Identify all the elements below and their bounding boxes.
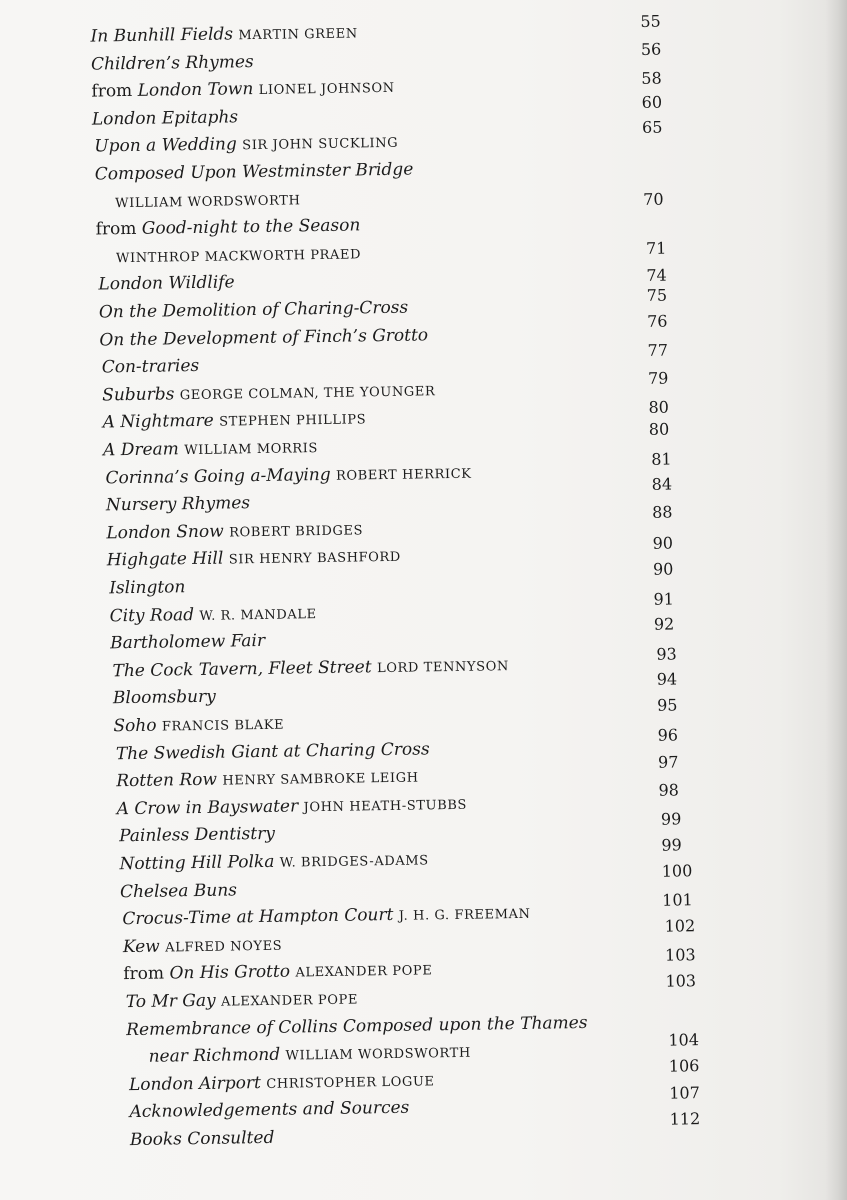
toc-entry-text xyxy=(112,654,509,684)
toc-entry-text xyxy=(95,159,414,186)
entry-page-number: 79 xyxy=(647,368,669,388)
entry-page-number: 76 xyxy=(646,311,668,331)
entry-author: WINTHROP MACKWORTH PRAED xyxy=(115,247,362,267)
entry-title: Highgate Hill xyxy=(106,548,224,571)
entry-author: FRANCIS BLAKE xyxy=(161,717,285,735)
entry-page-number: 90 xyxy=(652,559,674,579)
entry-author: SIR HENRY BASHFORD xyxy=(228,550,402,568)
toc-entry-text xyxy=(99,297,409,324)
entry-title: Composed Upon Westminster Bridge xyxy=(94,159,414,185)
toc-entry-text xyxy=(113,686,216,710)
toc-entry-text xyxy=(91,76,395,105)
toc-entry-text xyxy=(130,1127,275,1151)
toc-entry-text xyxy=(90,21,358,49)
toc-entry-text xyxy=(107,545,401,574)
entry-page-number: 103 xyxy=(665,971,697,991)
entry-title: To Mr Gay xyxy=(125,990,216,1013)
entry-title: Rotten Row xyxy=(116,769,218,792)
toc-entry-text xyxy=(91,51,254,76)
entry-title: The Swedish Giant at Charing Cross xyxy=(115,738,430,764)
entry-title: Suburbs xyxy=(102,384,175,406)
toc-entry-text xyxy=(123,959,432,988)
toc-entry-text xyxy=(117,793,468,822)
entry-page-number: 95 xyxy=(657,695,678,715)
toc-entry-text xyxy=(110,602,317,629)
entry-title: Con-traries xyxy=(101,356,200,378)
entry-page-number: 71 xyxy=(645,238,667,258)
entry-page-number: 84 xyxy=(651,474,673,495)
entry-page-number: 77 xyxy=(647,340,669,361)
toc-entry-text xyxy=(102,379,435,408)
toc-entry-text xyxy=(103,436,318,463)
entry-title: Upon a Wedding xyxy=(94,134,237,157)
toc-entry-text xyxy=(95,215,360,241)
entry-title: Notting Hill Polka xyxy=(119,851,275,875)
toc-entry-text xyxy=(113,713,284,740)
entry-author: WILLIAM WORDSWORTH xyxy=(115,192,301,211)
toc-entry-text xyxy=(92,106,239,130)
entry-title: Good-night to the Season xyxy=(141,215,361,239)
entry-author: SIR JOHN SUCKLING xyxy=(242,136,399,154)
entry-page-number: 80 xyxy=(648,397,669,418)
entry-page-number: 112 xyxy=(669,1109,701,1129)
toc-entry-text xyxy=(129,1069,435,1098)
entry-page-number: 103 xyxy=(664,945,696,966)
toc-entry-text xyxy=(116,766,419,795)
entry-author: MARTIN GREEN xyxy=(238,26,358,44)
entry-title: London Wildlife xyxy=(98,272,235,295)
entry-page-number: 100 xyxy=(661,860,693,881)
entry-author: ALEXANDER POPE xyxy=(220,992,359,1010)
entry-title: Corinna’s Going a-Maying xyxy=(105,464,331,488)
entry-title: A Crow in Bayswater xyxy=(116,796,299,820)
entry-page-number: 97 xyxy=(657,752,679,772)
entry-title: In Bunhill Fields xyxy=(90,24,234,47)
toc-entry-text xyxy=(115,188,301,215)
toc-entry-text xyxy=(105,461,471,491)
entry-title: Chelsea Buns xyxy=(119,879,238,902)
entry-title: London Snow xyxy=(106,521,224,544)
toc-entry-text xyxy=(94,131,398,160)
entry-title: City Road xyxy=(109,604,195,626)
entry-author: ROBERT BRIDGES xyxy=(229,523,364,541)
entry-page-number: 99 xyxy=(661,835,682,855)
entry-page-number: 70 xyxy=(643,189,664,209)
toc-entry-text xyxy=(119,848,429,877)
toc-entry-text xyxy=(122,902,530,932)
entry-author: J. H. G. FREEMAN xyxy=(398,906,531,925)
toc-entry-text xyxy=(109,576,186,599)
toc-entry-text xyxy=(106,492,250,516)
entry-author: ALFRED NOYES xyxy=(165,938,283,956)
toc-entry-text xyxy=(119,823,275,847)
entry-title: Remembrance of Collins Composed upon the Thames xyxy=(126,1012,588,1040)
entry-prefix: from xyxy=(123,963,170,985)
entry-title: Painless Dentistry xyxy=(118,824,276,847)
entry-title: On the Development of Finch’s Grotto xyxy=(99,324,429,351)
entry-author: LORD TENNYSON xyxy=(376,658,510,676)
entry-author: W. BRIDGES-ADAMS xyxy=(279,853,429,871)
entry-author: STEPHEN PHILLIPS xyxy=(219,412,367,430)
entry-page-number: 104 xyxy=(668,1030,700,1050)
entry-title: Books Consulted xyxy=(129,1127,275,1151)
toc-entry-text xyxy=(102,355,200,379)
entry-author: ROBERT HERRICK xyxy=(335,466,472,484)
entry-title: On the Demolition of Charing-Cross xyxy=(98,297,409,323)
entry-page-number: 60 xyxy=(641,92,663,112)
toc-entry-text xyxy=(106,518,363,546)
toc-entry-text xyxy=(126,988,359,1016)
toc-entry-text xyxy=(120,879,237,903)
entry-author: WILLIAM MORRIS xyxy=(184,441,319,459)
entry-author: WILLIAM WORDSWORTH xyxy=(285,1045,471,1064)
entry-page-number: 106 xyxy=(668,1055,700,1076)
entry-prefix: from xyxy=(91,81,138,102)
entry-title: London Epitaphs xyxy=(91,107,239,130)
entry-page-number: 93 xyxy=(656,644,677,664)
entry-title: A Nightmare xyxy=(102,411,214,433)
entry-page-number: 96 xyxy=(657,725,679,745)
entry-title: Islington xyxy=(109,577,186,599)
toc-entry-text xyxy=(148,1041,471,1070)
entry-title: London Town xyxy=(137,79,254,102)
entry-title: The Cock Tavern, Fleet Street xyxy=(112,657,372,682)
entry-title: Nursery Rhymes xyxy=(105,493,251,516)
entry-title: Children’s Rhymes xyxy=(90,51,254,75)
entry-page-number: 94 xyxy=(656,669,678,690)
entry-author: ALEXANDER POPE xyxy=(295,963,433,981)
entry-page-number: 92 xyxy=(653,614,675,634)
entry-author: CHRISTOPHER LOGUE xyxy=(266,1074,435,1092)
entry-page-number: 90 xyxy=(652,533,674,554)
entry-page-number: 81 xyxy=(651,449,672,469)
entry-page-number: 98 xyxy=(658,780,679,800)
entry-title: Soho xyxy=(113,715,157,737)
entry-title: London Airport xyxy=(128,1072,262,1095)
entry-page-number: 91 xyxy=(653,589,674,609)
entry-author: LIONEL JOHNSON xyxy=(258,80,395,99)
entry-page-number: 102 xyxy=(664,915,696,936)
entry-title: On His Grotto xyxy=(169,961,291,984)
toc-entry-text xyxy=(129,1097,409,1123)
toc-entry-text xyxy=(116,242,361,270)
entry-title: A Dream xyxy=(102,439,180,461)
entry-author: W. R. MANDALE xyxy=(199,606,317,624)
entry-title: Acknowledgements and Sources xyxy=(129,1098,410,1123)
entry-page-number: 75 xyxy=(646,285,668,305)
entry-title: near Richmond xyxy=(148,1044,281,1067)
entry-page-number: 80 xyxy=(648,419,670,439)
entry-title: Bloomsbury xyxy=(112,687,216,709)
entry-prefix: from xyxy=(95,218,142,240)
toc-entry-text xyxy=(98,272,234,296)
entry-page-number: 74 xyxy=(646,265,667,286)
entry-author: JOHN HEATH-STUBBS xyxy=(303,797,468,816)
entry-author: GEORGE COLMAN, THE YOUNGER xyxy=(179,384,436,404)
toc-entry-text xyxy=(99,324,428,351)
entry-page-number: 101 xyxy=(662,890,693,910)
entry-page-number: 58 xyxy=(641,68,662,89)
toc-entry-text xyxy=(102,408,366,436)
entry-page-number: 88 xyxy=(651,502,673,522)
entry-title: Kew xyxy=(122,936,160,957)
entry-page-number: 65 xyxy=(641,118,663,138)
entry-author: HENRY SAMBROKE LEIGH xyxy=(222,770,419,789)
entry-page-number: 56 xyxy=(640,39,662,59)
toc-entry-text xyxy=(123,933,283,960)
toc-entry-text xyxy=(116,738,430,765)
entry-title: Crocus-Time at Hampton Court xyxy=(122,905,394,930)
entry-page-number: 99 xyxy=(660,809,682,830)
entry-page-number: 55 xyxy=(640,11,661,31)
toc-entry-text xyxy=(110,630,265,654)
entry-page-number: 107 xyxy=(669,1083,700,1104)
entry-title: Bartholomew Fair xyxy=(109,631,266,654)
